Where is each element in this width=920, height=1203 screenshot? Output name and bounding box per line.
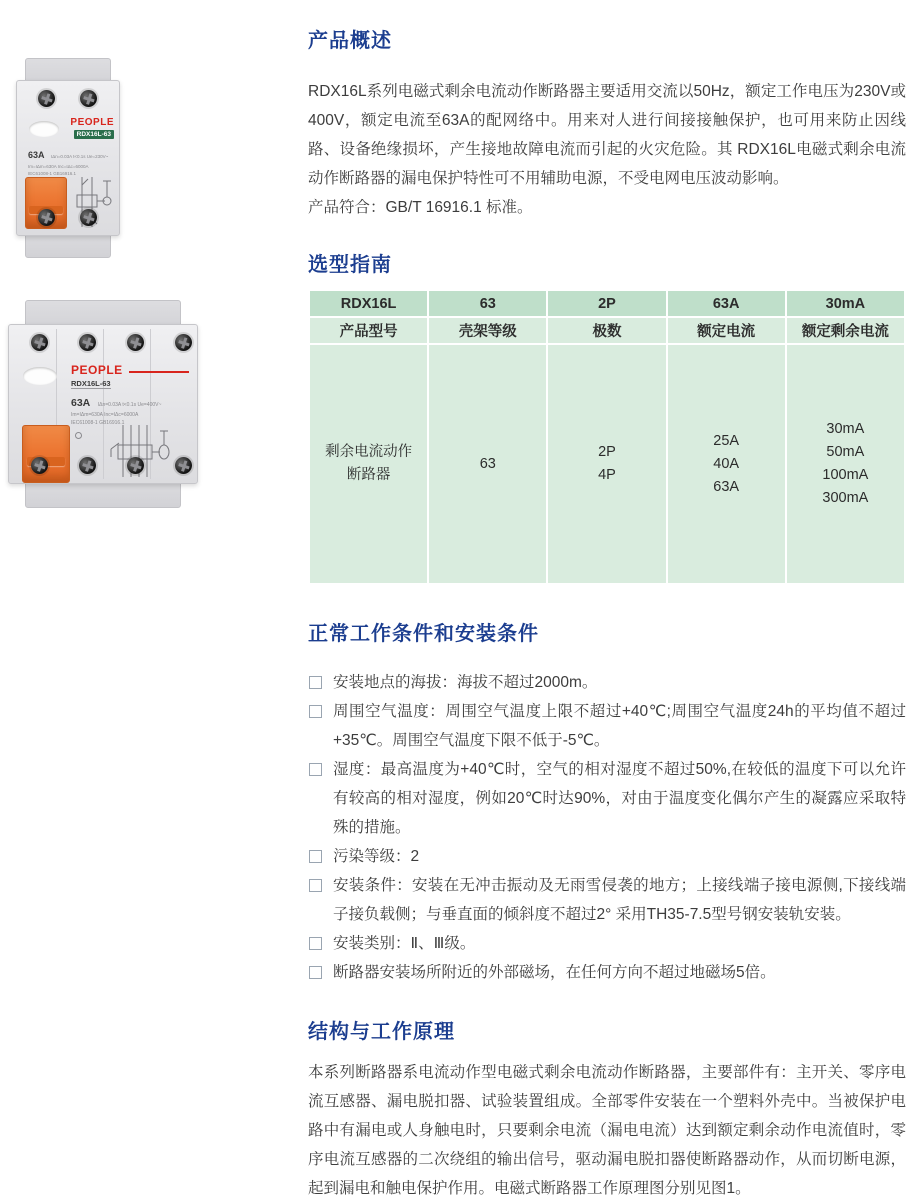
brand-underline	[129, 371, 189, 373]
checkbox-icon	[309, 705, 322, 718]
table-header-cell: 壳架等级	[428, 317, 547, 344]
brand-logo: PEOPLE	[71, 363, 123, 377]
terminal-screw	[31, 457, 48, 474]
table-header-cell: 产品型号	[309, 317, 428, 344]
spec-line-3: IEC61008-1 GB16916.1	[28, 171, 77, 176]
conditions-list	[308, 668, 906, 987]
section-title-structure: 结构与工作原理	[308, 1021, 455, 1043]
table-cell: 30mA	[786, 290, 905, 317]
spec-line-3: IEC61008-1 GB16916.1	[71, 420, 125, 426]
breaker-body	[16, 80, 120, 236]
table-cell: RDX16L	[309, 290, 428, 317]
list-item: 周围空气温度：周围空气温度上限不超过+40℃;周围空气温度24h的平均值不超过+35℃。周围空气温度下限不低于-5℃。	[308, 697, 906, 755]
table-cell-poles: 2P 4P	[547, 344, 666, 584]
test-button	[23, 367, 57, 385]
terminal-screw	[38, 209, 55, 226]
terminal-screw	[127, 334, 144, 351]
product-photo-column	[0, 0, 300, 1068]
list-item: 安装地点的海拔：海拔不超过2000m。	[308, 668, 906, 697]
checkbox-icon	[309, 676, 322, 689]
terminal-screw	[80, 90, 97, 107]
selection-guide-table	[308, 289, 906, 585]
table-row-headers	[309, 317, 905, 344]
toggle-handle	[22, 425, 70, 483]
list-item: 湿度：最高温度为+40℃时，空气的相对湿度不超过50%,在较低的温度下可以允许有较高的相对湿度，例如20℃时达90%，对由于温度变化偶尔产生的凝露应采取特殊的措施。	[308, 755, 906, 842]
terminal-screw	[79, 334, 96, 351]
spec-line-2: Im=IΔm=630A Inc=IΔc=6000A	[28, 164, 89, 169]
terminal-screw	[31, 334, 48, 351]
terminal-screw	[38, 90, 55, 107]
spec-line-2: Im=IΔm=630A Inc=IΔc=6000A	[71, 412, 139, 418]
overview-standard-line: 产品符合：GB/T 16916.1 标准。	[308, 199, 533, 216]
table-header-cell: 极数	[547, 317, 666, 344]
overview-paragraph: RDX16L系列电磁式剩余电流动作断路器主要适用交流以50Hz，额定工作电压为230V或400V，额定电流至63A的配网络中。用来对人进行间接接触保护，也可用来防止因线路、设备绝缘损坏，产生接地故障电流而引起的火灾危险。其 RDX16L电磁式剩余电流动作断路器的漏电保护特性可不用辅助电源，不受电网电压波动影响。	[308, 83, 906, 187]
table-cell: 63	[428, 290, 547, 317]
table-cell: 63A	[667, 290, 786, 317]
current-rating-label: 63A	[28, 150, 45, 160]
terminal-screw	[79, 457, 96, 474]
content-column	[308, 0, 906, 1203]
structure-paragraph: 本系列断路器系电流动作型电磁式剩余电流动作断路器，主要部件有：主开关、零序电流互感器、漏电脱扣器、试验装置组成。全部零件安装在一个塑料外壳中。当被保护电路中有漏电或人身触电时，只要剩余电流（漏电电流）达到额定剩余动作电流值时，零序电流互感器的二次绕组的输出信号，驱动漏电脱扣器使断路器动作，从而切断电源，起到漏电和触电保护作用。电磁式断路器工作原理图分别见图1。	[308, 1064, 906, 1197]
terminal-screw	[127, 457, 144, 474]
brand-logo: PEOPLE	[70, 117, 114, 128]
list-item: 安装条件：安装在无冲击振动及无雨雪侵袭的地方；上接线端子接电源侧,下接线端子接负载侧；与垂直面的倾斜度不超过2° 采用TH35-7.5型号钢安装轨安装。	[308, 871, 906, 929]
product-photo-2pole-breaker	[16, 58, 120, 258]
table-cell-rated-residual-current: 30mA 50mA 100mA 300mA	[786, 344, 905, 584]
model-label: RDX16L-63	[71, 379, 111, 388]
checkbox-icon	[309, 763, 322, 776]
table-row-code	[309, 290, 905, 317]
list-item: 污染等级：2	[308, 842, 906, 871]
model-label: RDX16L-63	[74, 130, 114, 139]
list-item: 断路器安装场所附近的外部磁场，在任何方向不超过地磁场5倍。	[308, 958, 906, 987]
section-title-conditions: 正常工作条件和安装条件	[308, 623, 539, 645]
table-header-cell: 额定电流	[667, 317, 786, 344]
section-title-overview: 产品概述	[308, 30, 392, 52]
terminal-screw	[80, 209, 97, 226]
current-rating-label: 63A	[71, 397, 91, 409]
table-row-data	[309, 344, 905, 584]
test-button	[29, 121, 59, 137]
list-item: 安装类别：Ⅱ、Ⅲ级。	[308, 929, 906, 958]
table-header-cell: 额定剩余电流	[786, 317, 905, 344]
section-title-selection-guide: 选型指南	[308, 254, 392, 276]
spec-line-1: IΔn=0.03A t<0.1s Ue=230V~	[50, 154, 109, 159]
terminal-screw	[175, 457, 192, 474]
table-cell-product: 剩余电流动作 断路器	[309, 344, 428, 584]
table-cell: 2P	[547, 290, 666, 317]
checkbox-icon	[309, 850, 322, 863]
terminal-screw	[175, 334, 192, 351]
product-photo-4pole-breaker	[8, 300, 198, 508]
table-cell-rated-current: 25A 40A 63A	[667, 344, 786, 584]
table-cell-frame: 63	[428, 344, 547, 584]
checkbox-icon	[309, 966, 322, 979]
checkbox-icon	[309, 879, 322, 892]
checkbox-icon	[309, 937, 322, 950]
certification-mark-icon	[75, 432, 82, 439]
spec-line-1: IΔn=0.03A t<0.1s Ue=400V~	[97, 402, 162, 408]
